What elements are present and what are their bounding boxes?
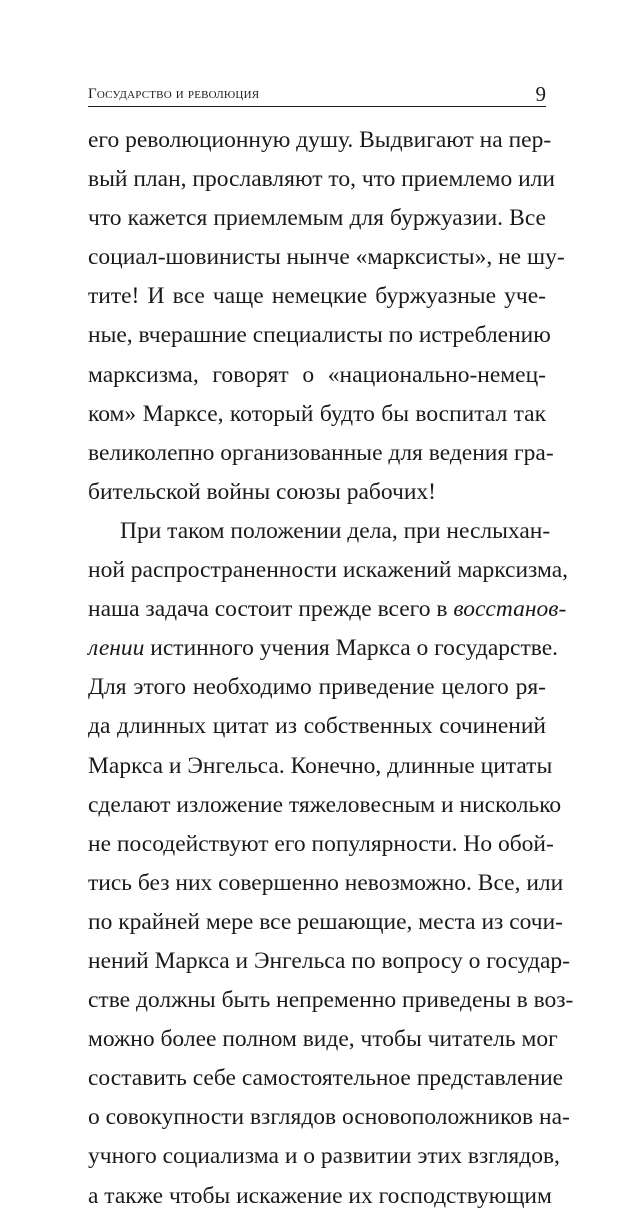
- text-line: тись без них совершенно невозможно. Все, или: [88, 869, 564, 896]
- paragraph-first-line: При таком положении дела, при неслыхан-: [120, 517, 551, 544]
- text-line: Маркса и Энгельса. Конечно, длинные цитаты: [88, 752, 553, 779]
- text-line-with-italic: [88, 590, 567, 629]
- text-line: что кажется приемлемым для буржуазии. Все: [88, 205, 546, 232]
- text-segment: наша задача состоит прежде всего в: [88, 596, 454, 623]
- text-line: вый план, прославляют то, что приемлемо или: [88, 166, 555, 193]
- text-line: сделают изложение тяжеловесным и нисколько: [88, 791, 562, 818]
- text-line: ной распространенности искажений марксизма,: [88, 557, 569, 584]
- page-number: 9: [535, 82, 546, 106]
- text-line: а также чтобы искажение их господствующим: [88, 1182, 552, 1209]
- text-line: его революционную душу. Выдвигают на пер-: [88, 127, 552, 153]
- text-line: Для этого необходимо приведение целого ря-: [88, 674, 546, 701]
- text-line: великолепно организованные для ведения гра-: [88, 439, 554, 466]
- text-line-with-italic: [88, 629, 559, 668]
- italic-term: лении: [88, 635, 145, 662]
- text-line: учного социализма и о развитии этих взглядов,: [88, 1143, 560, 1170]
- header-rule: [88, 106, 546, 107]
- text-line: ком» Марксе, который будто бы воспитал так: [88, 400, 546, 427]
- page-header: [88, 82, 546, 106]
- text-line: не посодействуют его популярности. Но обой-: [88, 830, 554, 857]
- text-line: по крайней мере все решающие, места из сочи-: [88, 908, 563, 935]
- running-title: Государство и революция: [88, 86, 260, 102]
- body-text: [88, 121, 574, 1216]
- text-line: можно более полном виде, чтобы читатель мог: [88, 1026, 558, 1053]
- text-line: марксизма, говорят о «национально-немец-: [88, 361, 546, 388]
- paragraph-last-line: бительской войны союзы рабочих!: [88, 478, 436, 505]
- italic-term: восстанов-: [453, 596, 567, 623]
- text-line: составить себе самостоятельное представление: [88, 1065, 564, 1092]
- text-line: стве должны быть непременно приведены в воз-: [88, 987, 574, 1014]
- text-line: о совокупности взглядов основоположников на-: [88, 1104, 570, 1131]
- text-line: да длинных цитат из собственных сочинений: [88, 713, 546, 740]
- text-line: социал-шовинисты нынче «марксисты», не шу-: [88, 244, 565, 271]
- text-line: ные, вчерашние специалисты по истреблению: [88, 322, 551, 349]
- text-segment: истинного учения Маркса о государстве.: [144, 635, 559, 662]
- text-line: нений Маркса и Энгельса по вопросу о государ-: [88, 947, 570, 974]
- text-line: тите! И все чаще немецкие буржуазные уче-: [88, 283, 546, 310]
